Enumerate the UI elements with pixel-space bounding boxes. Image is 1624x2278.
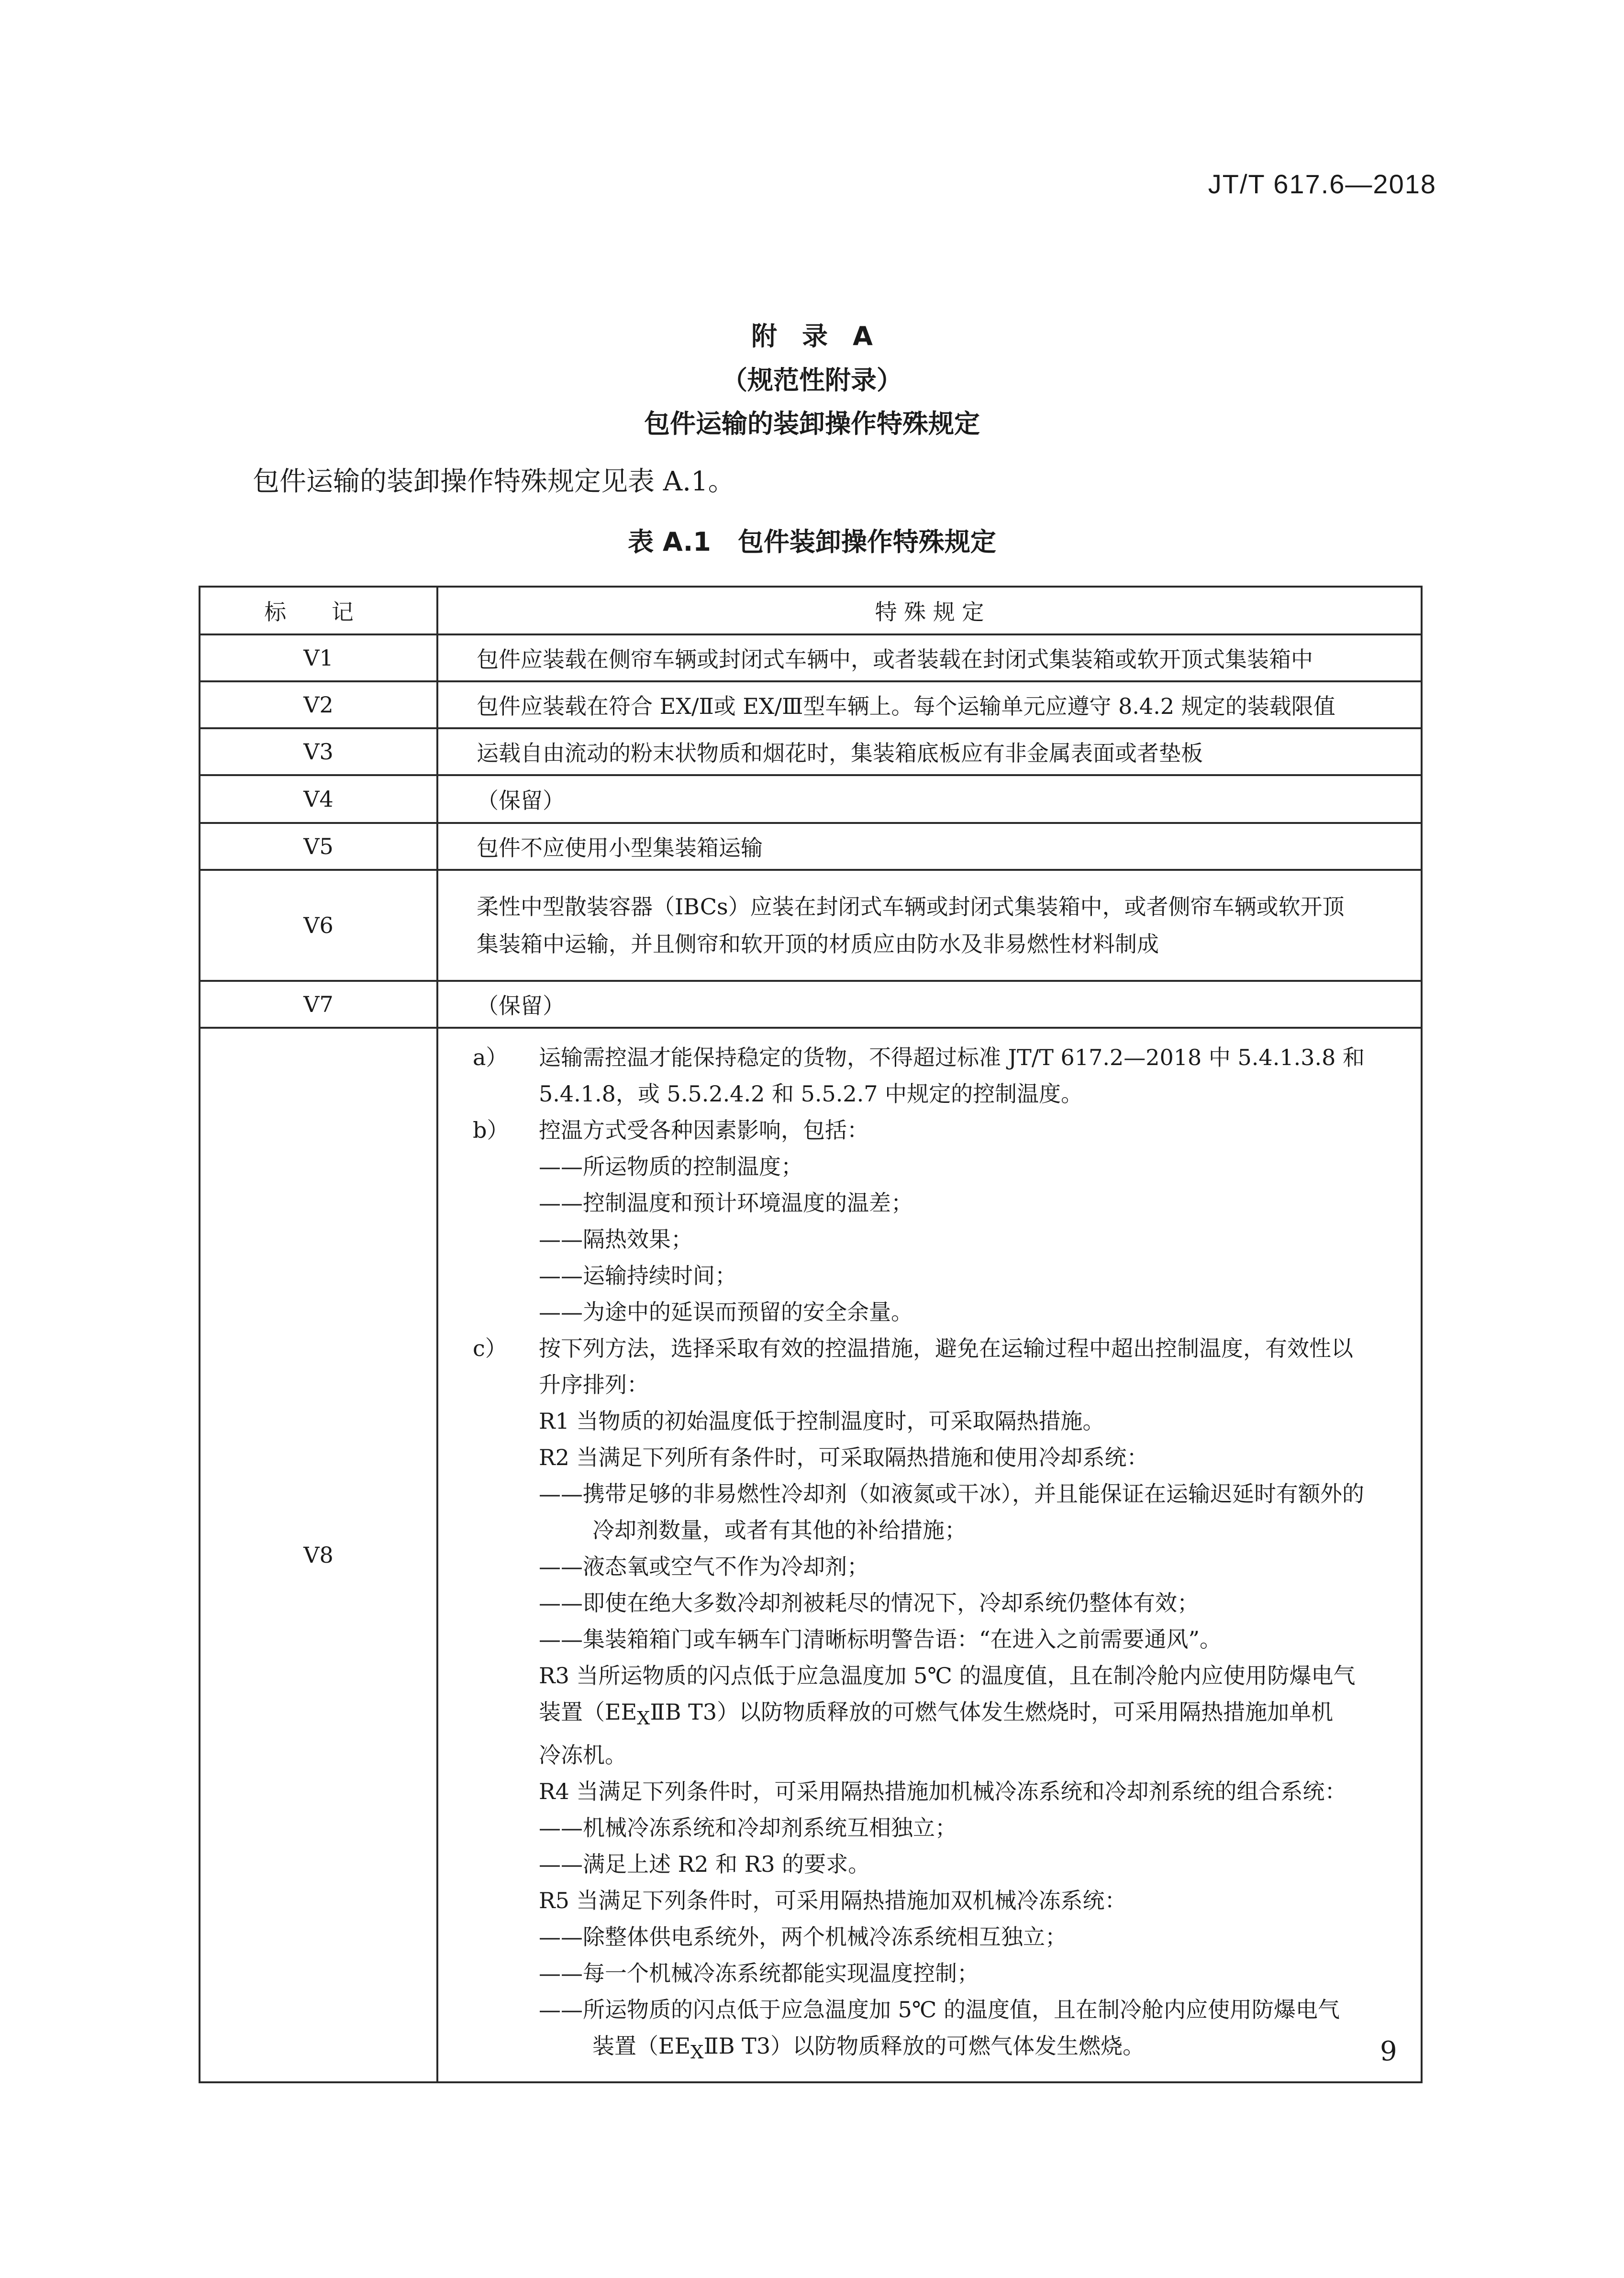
table-row bbox=[200, 634, 1422, 681]
mark-cell: V5 bbox=[200, 823, 437, 870]
dash-item: ——除整体供电系统外，两个机械冷冻系统相互独立； bbox=[539, 1924, 1067, 1950]
dash-item: ——为途中的延误而预留的安全余量。 bbox=[539, 1299, 913, 1325]
table-row bbox=[200, 823, 1422, 870]
rule-line bbox=[473, 1694, 1407, 1737]
mark-cell: V3 bbox=[200, 728, 437, 775]
annex-type: （规范性附录） bbox=[722, 365, 902, 395]
rule-line: 冷冻机。 bbox=[539, 1742, 627, 1768]
dash-item: ——运输持续时间； bbox=[539, 1263, 737, 1289]
table-number: 表 A.1 bbox=[628, 527, 711, 557]
list-label: a） bbox=[473, 1045, 508, 1070]
annex-title-part: 附 bbox=[751, 321, 778, 351]
mark-cell: V6 bbox=[200, 870, 437, 981]
dash-item: ——隔热效果； bbox=[539, 1226, 693, 1252]
rule-line: 柔性中型散装容器（IBCs）应装在封闭式车辆或封闭式集装箱中，或者侧帘车辆或软开顶 bbox=[477, 894, 1345, 920]
header-rule: 特 殊 规 定 bbox=[437, 587, 1422, 634]
method-r2: R2 当满足下列所有条件时，可采取隔热措施和使用冷却系统： bbox=[539, 1445, 1149, 1470]
annex-title-part: A bbox=[853, 321, 873, 351]
mark-cell: V4 bbox=[200, 775, 437, 823]
method-r3: R3 当所运物质的闪点低于应急温度加 5℃ 的温度值，且在制冷舱内应使用防爆电气 bbox=[539, 1663, 1356, 1689]
dash-item-continued bbox=[473, 2028, 1407, 2071]
list-item bbox=[473, 1112, 1407, 1148]
mark-cell: V2 bbox=[200, 681, 437, 728]
text-fragment: ⅡB T3）以防物质释放的可燃气体发生燃烧。 bbox=[703, 2033, 1145, 2059]
list-label: b） bbox=[473, 1117, 509, 1143]
special-provisions-table bbox=[199, 586, 1423, 2083]
annex-name: 包件运输的装卸操作特殊规定 bbox=[644, 409, 980, 439]
subscript: X bbox=[637, 1708, 650, 1730]
rule-line: 5.4.1.8，或 5.5.2.4.2 和 5.5.2.7 中规定的控制温度。 bbox=[539, 1081, 1083, 1107]
list-item bbox=[473, 1330, 1407, 1367]
dash-item: ——每一个机械冷冻系统都能实现温度控制； bbox=[539, 1960, 979, 1987]
rule-cell: （保留） bbox=[437, 775, 1422, 823]
rule-line: 控温方式受各种因素影响，包括： bbox=[539, 1117, 869, 1143]
header-mark: 标 记 bbox=[200, 587, 437, 634]
dash-item: ——机械冷冻系统和冷却剂系统互相独立； bbox=[539, 1815, 957, 1841]
rule-line: 集装箱中运输，并且侧帘和软开顶的材质应由防水及非易燃性材料制成 bbox=[477, 931, 1159, 957]
intro-paragraph: 包件运输的装卸操作特殊规定见表 A.1。 bbox=[253, 466, 735, 497]
dash-item-continued: 冷却剂数量，或者有其他的补给措施； bbox=[592, 1517, 967, 1543]
method-r5: R5 当满足下列条件时，可采用隔热措施加双机械冷冻系统： bbox=[539, 1888, 1127, 1914]
rule-line: 运输需控温才能保持稳定的货物，不得超过标准 JT/T 617.2—2018 中 5.4.1.3.8 和 bbox=[539, 1045, 1365, 1070]
rule-cell: （保留） bbox=[437, 981, 1422, 1028]
mark-cell: V7 bbox=[200, 981, 437, 1028]
dash-item: ——即使在绝大多数冷却剂被耗尽的情况下，冷却系统仍整体有效； bbox=[539, 1590, 1199, 1616]
table-row bbox=[200, 775, 1422, 823]
table-caption bbox=[0, 522, 1624, 558]
table-header-row bbox=[200, 587, 1422, 634]
rule-cell: 包件不应使用小型集装箱运输 bbox=[437, 823, 1422, 870]
method-r1: R1 当物质的初始温度低于控制温度时，可采取隔热措施。 bbox=[539, 1408, 1105, 1434]
text-fragment: ⅡB T3）以防物质释放的可燃气体发生燃烧时，可采用隔热措施加单机 bbox=[650, 1699, 1334, 1725]
table-row bbox=[200, 870, 1422, 981]
rule-cell bbox=[437, 870, 1422, 981]
text-fragment: 装置（EE bbox=[592, 2033, 691, 2059]
annex-title-part: 录 bbox=[802, 321, 828, 351]
list-item bbox=[473, 1039, 1407, 1076]
text-fragment: 装置（EE bbox=[539, 1699, 637, 1725]
dash-item: ——所运物质的闪点低于应急温度加 5℃ 的温度值，且在制冷舱内应使用防爆电气 bbox=[539, 1997, 1340, 2023]
dash-item: ——集装箱箱门或车辆车门清晰标明警告语：“在进入之前需要通风”。 bbox=[539, 1626, 1222, 1652]
subscript: X bbox=[690, 2042, 704, 2064]
dash-item: ——满足上述 R2 和 R3 的要求。 bbox=[539, 1851, 870, 1878]
rule-line: 升序排列： bbox=[539, 1372, 649, 1398]
mark-cell: V1 bbox=[200, 634, 437, 681]
table-title: 包件装卸操作特殊规定 bbox=[737, 527, 996, 557]
table-row bbox=[200, 1028, 1422, 2082]
method-r4: R4 当满足下列条件时，可采用隔热措施加机械冷冻系统和冷却剂系统的组合系统： bbox=[539, 1778, 1347, 1805]
dash-item: ——控制温度和预计环境温度的温差； bbox=[539, 1190, 913, 1216]
table-row bbox=[200, 981, 1422, 1028]
table-row bbox=[200, 728, 1422, 775]
rule-cell: 运载自由流动的粉末状物质和烟花时，集装箱底板应有非金属表面或者垫板 bbox=[437, 728, 1422, 775]
table-row bbox=[200, 681, 1422, 728]
annex-title bbox=[0, 316, 1624, 353]
mark-cell: V8 bbox=[200, 1028, 437, 2082]
standard-code: JT/T 617.6—2018 bbox=[1208, 169, 1436, 199]
page-number: 9 bbox=[1380, 2036, 1397, 2067]
dash-item: ——所运物质的控制温度； bbox=[539, 1154, 803, 1179]
list-label: c） bbox=[473, 1335, 507, 1361]
rule-cell: 包件应装载在符合 EX/Ⅱ或 EX/Ⅲ型车辆上。每个运输单元应遵守 8.4.2 规定的装载限值 bbox=[437, 681, 1422, 728]
dash-item: ——液态氧或空气不作为冷却剂； bbox=[539, 1554, 869, 1579]
rule-line: 按下列方法，选择采取有效的控温措施，避免在运输过程中超出控制温度，有效性以 bbox=[539, 1335, 1353, 1361]
rule-cell: 包件应装载在侧帘车辆或封闭式车辆中，或者装载在封闭式集装箱或软开顶式集装箱中 bbox=[437, 634, 1422, 681]
dash-item: ——携带足够的非易燃性冷却剂（如液氮或干冰），并且能保证在运输迟延时有额外的 bbox=[539, 1481, 1364, 1507]
rule-cell bbox=[437, 1028, 1422, 2082]
